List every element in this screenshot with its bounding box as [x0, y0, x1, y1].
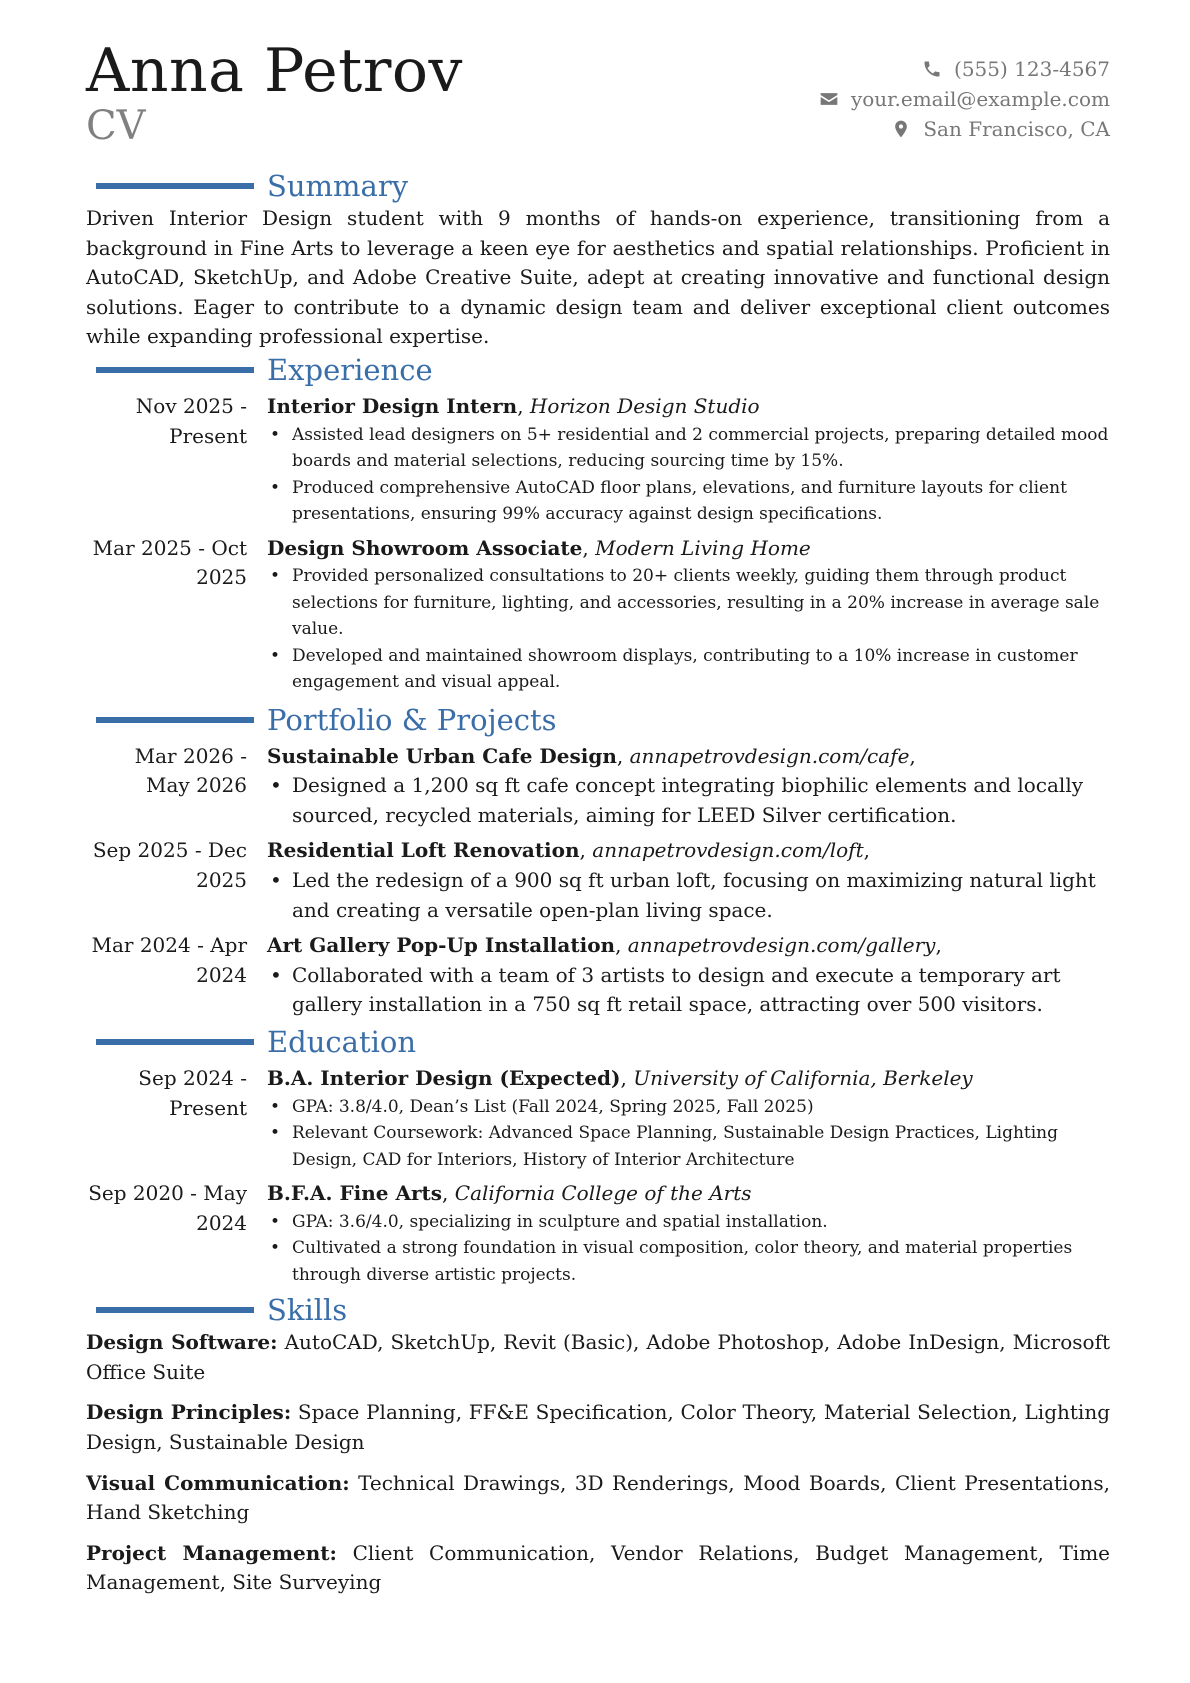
- degree: B.F.A. Fine Arts: [267, 1181, 443, 1206]
- entry-title-line: Design Showroom Associate, Modern Living Home: [267, 535, 811, 560]
- entry-bullets: [267, 422, 1110, 528]
- section-rule: [96, 367, 254, 373]
- degree: B.A. Interior Design (Expected): [267, 1066, 621, 1090]
- section-summary-heading: [86, 168, 1110, 204]
- entry-bullets: [267, 771, 1110, 830]
- phone-icon: [922, 59, 942, 79]
- skill-value: AutoCAD, SketchUp, Revit (Basic), Adobe Photoshop, Adobe InDesign, Microsoft Office Suite: [86, 1330, 1111, 1384]
- map-pin-icon: [891, 119, 911, 139]
- skill-row: [86, 1328, 1110, 1387]
- list-item: • Led the redesign of a 900 sq ft urban loft, focusing on maximizing natural light and creating a versatile open-plan living space.: [292, 866, 1110, 925]
- skill-row: [86, 1539, 1110, 1598]
- person-name: Anna Petrov: [86, 36, 463, 106]
- entry-title-line: B.A. Interior Design (Expected), University of California, Berkeley: [267, 1066, 973, 1090]
- skill-label: Design Software:: [86, 1330, 278, 1355]
- skill-label: Project Management:: [86, 1540, 337, 1565]
- experience-entry: [86, 534, 1110, 696]
- entry-bullets: [267, 563, 1110, 696]
- skill-label: Visual Communication:: [86, 1470, 350, 1495]
- list-item: • Collaborated with a team of 3 artists to design and execute a temporary art gallery installation in a 750 sq ft retail space, attracting over 500 visitors.: [292, 961, 1110, 1020]
- skill-label: Design Principles:: [86, 1400, 292, 1425]
- entry-date: Nov 2025 - Present: [135, 393, 247, 448]
- project-link[interactable]: annapetrovdesign.com/gallery: [627, 933, 936, 958]
- education-entry: [86, 1179, 1110, 1288]
- section-title: Education: [267, 1025, 417, 1059]
- section-education-heading: [86, 1024, 1110, 1060]
- list-item: • Designed a 1,200 sq ft cafe concept integrating biophilic elements and locally sourced, recycled materials, aiming for LEED Silver certification.: [292, 771, 1110, 830]
- job-title: Interior Design Intern: [267, 393, 518, 418]
- project-entry: [86, 742, 1110, 831]
- entry-title-line: Interior Design Intern, Horizon Design Studio: [267, 393, 760, 418]
- phone-number[interactable]: (555) 123-4567: [954, 57, 1110, 81]
- project-entry: [86, 836, 1110, 925]
- section-skills-heading: [86, 1292, 1110, 1328]
- entry-date: Mar 2025 - Oct 2025: [92, 535, 247, 590]
- entry-title-line: B.F.A. Fine Arts, California College of the Arts: [267, 1181, 752, 1206]
- section-title: Summary: [267, 169, 409, 203]
- entry-bullets: [267, 1094, 1110, 1174]
- project-title: Art Gallery Pop-Up Installation: [267, 933, 616, 958]
- entry-date: Mar 2024 - Apr 2024: [91, 933, 247, 987]
- project-link[interactable]: annapetrovdesign.com/loft: [592, 838, 864, 863]
- cv-page: [86, 38, 1110, 1609]
- employer: Horizon Design Studio: [529, 393, 760, 418]
- entry-date: Mar 2026 - May 2026: [134, 743, 247, 798]
- project-entry: [86, 931, 1110, 1020]
- skill-value: Space Planning, FF&E Specification, Color Theory, Material Selection, Lighting Design, Sustainable Design: [86, 1400, 1110, 1454]
- summary-text: Driven Interior Design student with 9 months of hands-on experience, transitioning from a background in Fine Arts to leverage a keen eye for aesthetics and spatial relationships. Proficient in AutoCAD, SketchUp, and Adobe Creative Suite, adept at creating innovative and functional design solutions. Eager to contribute to a dynamic design team and deliver exceptional client outcomes while expanding professional expertise.: [86, 206, 1110, 349]
- section-title: Experience: [267, 352, 433, 387]
- job-title: Design Showroom Associate: [267, 535, 583, 560]
- entry-bullets: [267, 961, 1110, 1020]
- cv-header: [86, 38, 1110, 168]
- location-text: San Francisco, CA: [923, 117, 1110, 141]
- section-experience-heading: [86, 352, 1110, 388]
- skill-value: Client Communication, Vendor Relations, Budget Management, Time Management, Site Surveying: [86, 1540, 1110, 1595]
- contact-location: [819, 114, 1110, 144]
- list-item: • Produced comprehensive AutoCAD floor plans, elevations, and furniture layouts for client presentations, ensuring 99% accuracy against design specifications.: [292, 475, 1110, 528]
- project-title: Sustainable Urban Cafe Design: [267, 743, 617, 768]
- section-rule: [96, 1307, 254, 1313]
- section-rule: [96, 1039, 254, 1045]
- section-rule: [96, 183, 254, 189]
- list-item: • Provided personalized consultations to 20+ clients weekly, guiding them through product selections for furniture, lighting, and accessories, resulting in a 20% increase in average sale value.: [292, 563, 1110, 643]
- contact-phone: [819, 54, 1110, 84]
- envelope-icon: [819, 89, 839, 109]
- contact-email: [819, 84, 1110, 114]
- document-subtitle: CV: [86, 103, 146, 149]
- entry-date: Sep 2025 - Dec 2025: [92, 838, 247, 893]
- list-item: • GPA: 3.8/4.0, Dean’s List (Fall 2024, Spring 2025, Fall 2025): [292, 1094, 1110, 1121]
- skill-row: [86, 1398, 1110, 1457]
- email-address[interactable]: your.email@example.com: [850, 87, 1110, 111]
- employer: Modern Living Home: [595, 535, 811, 560]
- list-item: • GPA: 3.6/4.0, specializing in sculpture and spatial installation.: [292, 1209, 1110, 1236]
- experience-entry: [86, 392, 1110, 528]
- project-link[interactable]: annapetrovdesign.com/cafe: [629, 743, 910, 768]
- education-entry: [86, 1064, 1110, 1173]
- list-item: • Developed and maintained showroom displays, contributing to a 10% increase in customer engagement and visual appeal.: [292, 643, 1110, 696]
- section-projects-heading: [86, 702, 1110, 738]
- section-title: Portfolio & Projects: [267, 702, 557, 737]
- section-title: Skills: [267, 1293, 348, 1328]
- entry-title-line: Art Gallery Pop-Up Installation, annapetrovdesign.com/gallery,: [267, 933, 942, 958]
- entry-bullets: [267, 1209, 1110, 1289]
- project-title: Residential Loft Renovation: [267, 838, 580, 863]
- institution: University of California, Berkeley: [633, 1066, 973, 1090]
- entry-bullets: [267, 866, 1110, 925]
- skill-value: Technical Drawings, 3D Renderings, Mood Boards, Client Presentations, Hand Sketching: [86, 1470, 1110, 1525]
- list-item: • Relevant Coursework: Advanced Space Planning, Sustainable Design Practices, Lighting Design, CAD for Interiors, History of Interior Architecture: [292, 1120, 1110, 1173]
- section-rule: [96, 717, 254, 723]
- entry-title-line: Residential Loft Renovation, annapetrovdesign.com/loft,: [267, 838, 870, 863]
- list-item: • Cultivated a strong foundation in visual composition, color theory, and material properties through diverse artistic projects.: [292, 1235, 1110, 1288]
- skill-row: [86, 1469, 1110, 1528]
- institution: California College of the Arts: [454, 1181, 752, 1206]
- contact-block: [819, 54, 1110, 144]
- list-item: • Assisted lead designers on 5+ residential and 2 commercial projects, preparing detailed mood boards and material selections, reducing sourcing time by 15%.: [292, 422, 1110, 475]
- entry-date: Sep 2020 - May 2024: [88, 1181, 247, 1235]
- entry-title-line: Sustainable Urban Cafe Design, annapetrovdesign.com/cafe,: [267, 743, 916, 768]
- entry-date: Sep 2024 - Present: [138, 1066, 247, 1120]
